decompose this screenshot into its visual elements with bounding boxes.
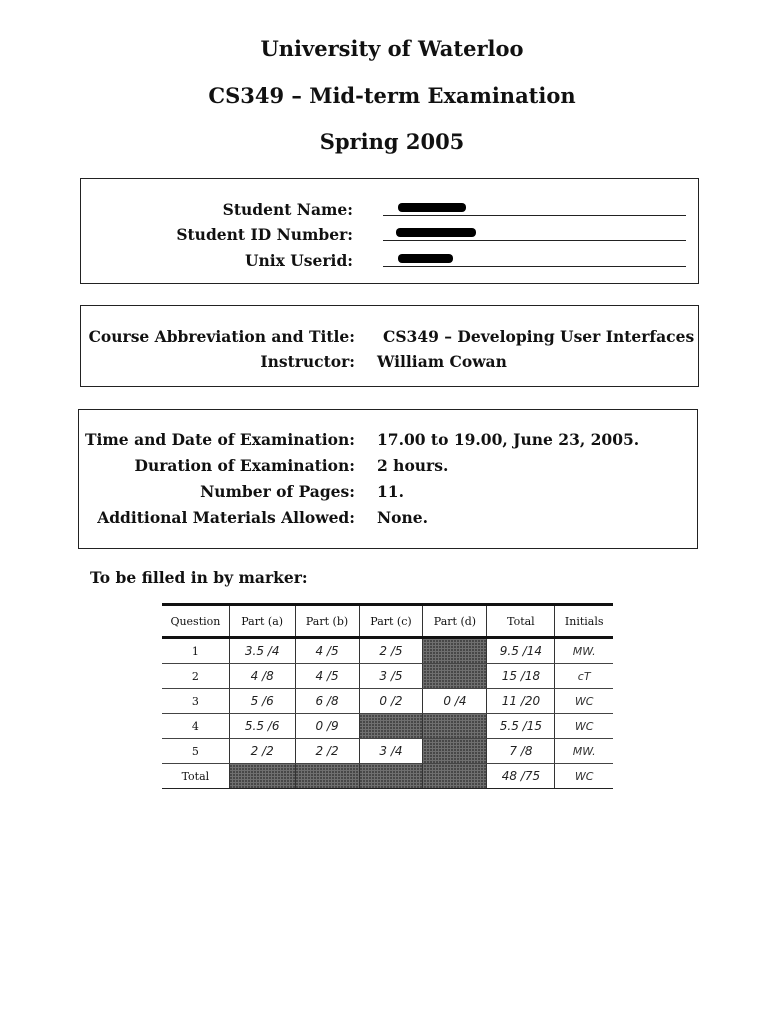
column-header: Part (c): [359, 605, 423, 638]
grade-cell: 2 /2: [229, 739, 295, 764]
instructor-label: Instructor:: [260, 352, 355, 371]
shaded-cell: [359, 714, 423, 739]
grade-cell: 2 /5: [359, 638, 423, 664]
column-header: Total: [487, 605, 555, 638]
course-value: CS349 – Developing User Interfaces: [383, 327, 695, 346]
student-name-label: Student Name:: [222, 200, 353, 219]
university-title: University of Waterloo: [260, 36, 524, 61]
shaded-cell: [229, 764, 295, 789]
initials-cell: MW.: [555, 739, 613, 764]
marker-label: To be filled in by marker:: [90, 568, 308, 587]
duration-label: Duration of Examination:: [134, 456, 355, 475]
grade-cell: 2 /2: [295, 739, 359, 764]
column-header: Question: [162, 605, 229, 638]
grades-header-row: [162, 605, 613, 638]
shaded-cell: [423, 638, 487, 664]
unix-userid-label: Unix Userid:: [244, 251, 353, 270]
column-header: Initials: [555, 605, 613, 638]
shaded-cell: [423, 764, 487, 789]
grade-cell: 6 /8: [295, 689, 359, 714]
question-number: 4: [162, 714, 229, 739]
question-number: 5: [162, 739, 229, 764]
total-cell: 5.5 /15: [487, 714, 555, 739]
duration-value: 2 hours.: [377, 456, 449, 475]
initials-cell: cT: [555, 664, 613, 689]
grade-cell: 4 /5: [295, 638, 359, 664]
total-cell: 11 /20: [487, 689, 555, 714]
materials-value: None.: [377, 508, 429, 527]
grade-cell: 4 /5: [295, 664, 359, 689]
total-row-label: Total: [162, 764, 229, 789]
redaction-mark: [396, 228, 476, 237]
term-title: Spring 2005: [319, 129, 465, 154]
total-cell: 7 /8: [487, 739, 555, 764]
course-label: Course Abbreviation and Title:: [88, 327, 355, 346]
grade-cell: 4 /8: [229, 664, 295, 689]
grade-cell: 0 /2: [359, 689, 423, 714]
table-row: [162, 638, 613, 664]
exam-title: CS349 – Mid-term Examination: [208, 83, 576, 108]
student-id-line: [383, 240, 686, 241]
question-number: 2: [162, 664, 229, 689]
materials-label: Additional Materials Allowed:: [97, 508, 355, 527]
shaded-cell: [423, 664, 487, 689]
total-cell: 15 /18: [487, 664, 555, 689]
shaded-cell: [295, 764, 359, 789]
table-row: [162, 664, 613, 689]
unix-userid-line: [383, 266, 686, 267]
column-header: Part (b): [295, 605, 359, 638]
table-row: [162, 714, 613, 739]
initials-cell: MW.: [555, 638, 613, 664]
table-row: [162, 689, 613, 714]
pages-value: 11.: [377, 482, 404, 501]
column-header: Part (a): [229, 605, 295, 638]
shaded-cell: [423, 714, 487, 739]
total-row: [162, 764, 613, 789]
shaded-cell: [359, 764, 423, 789]
initials-cell: WC: [555, 689, 613, 714]
time-value: 17.00 to 19.00, June 23, 2005.: [377, 430, 640, 449]
grade-cell: 3 /5: [359, 664, 423, 689]
grand-total-cell: 48 /75: [487, 764, 555, 789]
column-header: Part (d): [423, 605, 487, 638]
grade-cell: 3.5 /4: [229, 638, 295, 664]
student-id-label: Student ID Number:: [176, 225, 353, 244]
instructor-value: William Cowan: [377, 352, 507, 371]
student-name-line: [383, 215, 686, 216]
grade-cell: 0 /9: [295, 714, 359, 739]
time-label: Time and Date of Examination:: [84, 430, 355, 449]
pages-label: Number of Pages:: [200, 482, 355, 501]
shaded-cell: [423, 739, 487, 764]
grade-cell: 5 /6: [229, 689, 295, 714]
total-cell: 9.5 /14: [487, 638, 555, 664]
initials-cell: WC: [555, 714, 613, 739]
grade-cell: 3 /4: [359, 739, 423, 764]
question-number: 1: [162, 638, 229, 664]
table-row: [162, 739, 613, 764]
initials-cell: WC: [555, 764, 613, 789]
student-info-box: [80, 178, 699, 284]
grade-cell: 5.5 /6: [229, 714, 295, 739]
course-info-box: [80, 305, 699, 387]
question-number: 3: [162, 689, 229, 714]
grade-cell: 0 /4: [423, 689, 487, 714]
redaction-mark: [398, 203, 466, 212]
grades-table: [162, 603, 613, 789]
redaction-mark: [398, 254, 453, 263]
